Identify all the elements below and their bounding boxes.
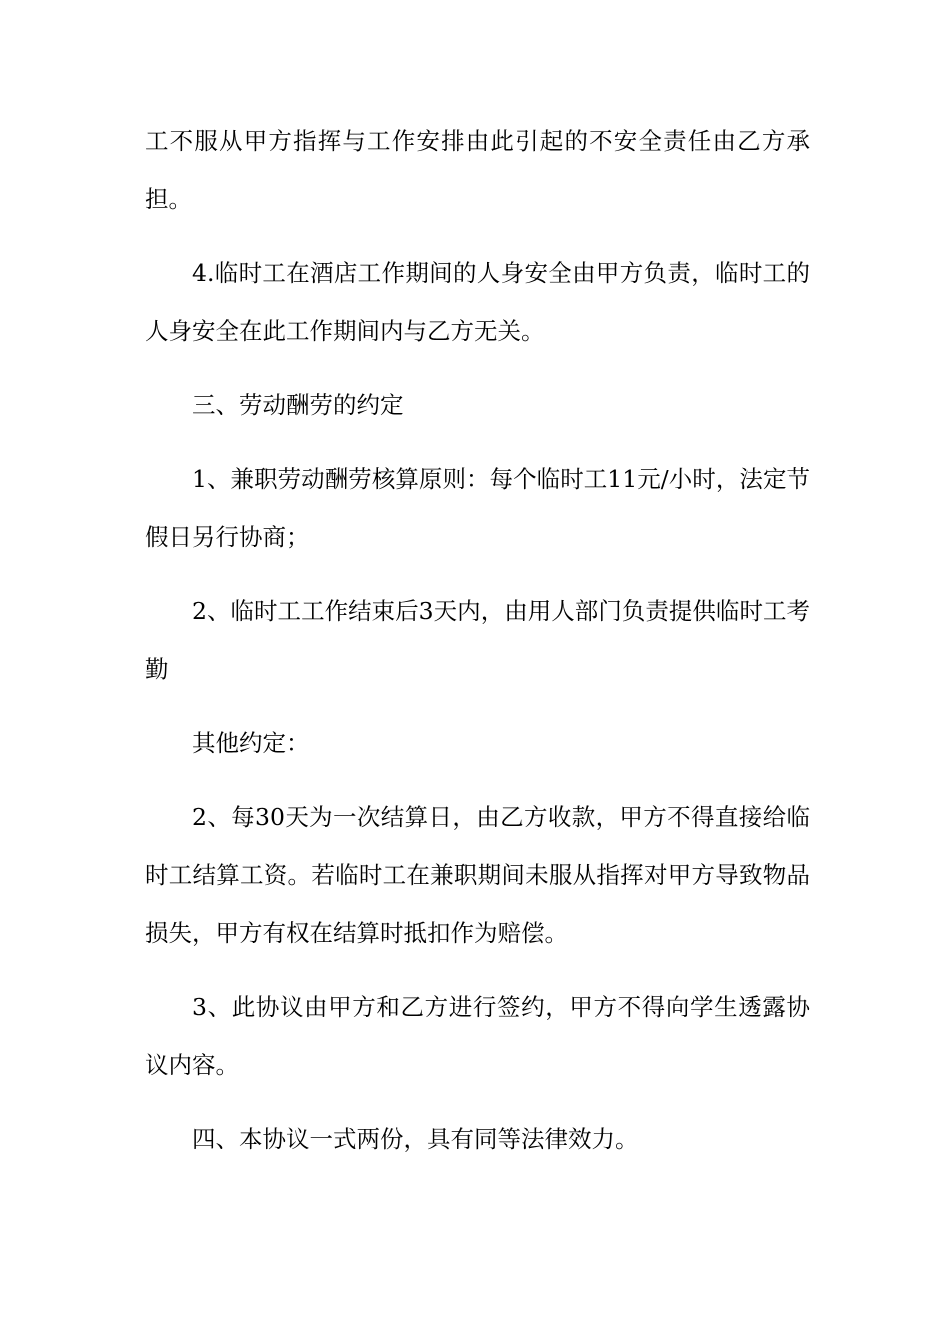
paragraph-pay-rate: 1、兼职劳动酬劳核算原则：每个临时工11元/小时，法定节假日另行协商；: [145, 465, 810, 551]
paragraph-personal-safety: 4.临时工在酒店工作期间的人身安全由甲方负责，临时工的人身安全在此工作期间内与乙方无关。: [145, 259, 810, 345]
paragraph-other-terms-heading: 其他约定：: [192, 729, 310, 757]
paragraph-settlement: 2、每30天为一次结算日，由乙方收款，甲方不得直接给临时工结算工资。若临时工在兼职期间未服从指挥对甲方导致物品损失，甲方有权在结算时抵扣作为赔偿。: [145, 803, 810, 947]
section-heading-copies: 四、本协议一式两份，具有同等法律效力。: [192, 1125, 639, 1153]
paragraph-confidentiality: 3、此协议由甲方和乙方进行签约，甲方不得向学生透露协议内容。: [145, 993, 810, 1079]
paragraph-responsibility-continued: 工不服从甲方指挥与工作安排由此引起的不安全责任由乙方承担。: [145, 127, 810, 213]
document-body: [145, 112, 810, 1184]
section-heading-remuneration: 三、劳动酬劳的约定: [192, 391, 404, 419]
paragraph-attendance: 2、临时工工作结束后3天内，由用人部门负责提供临时工考勤: [145, 597, 810, 683]
